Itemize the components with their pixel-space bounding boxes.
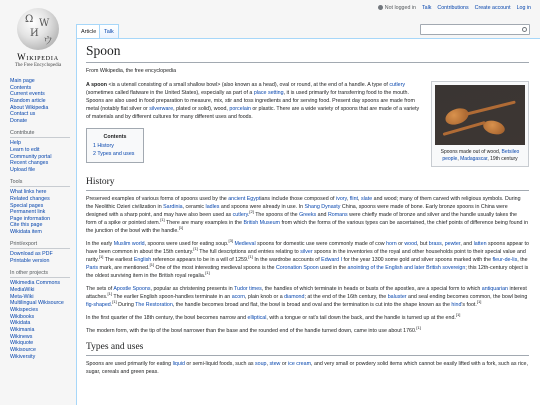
sidebar-item-wikinews[interactable]: Wikinews [10, 333, 33, 340]
sidebar-contribute [0, 130, 76, 174]
sidebar-item-printable-version[interactable]: Printable version [10, 258, 50, 265]
sidebar-item-multilingual-wikisource[interactable]: Multilingual Wikisource [10, 300, 64, 307]
types-paragraph-1: Spoons are used primarily for eating liquid or semi-liquid foods, such as soup, stew or ice cream, and very small or powdery solid items which cannot be easily lifted with a fork, such as rice, sugar, cereals and green peas. [86, 361, 528, 375]
toc-item-history[interactable]: 1 History [93, 143, 114, 149]
sidebar-item-donate[interactable]: Donate [10, 117, 28, 124]
search-input[interactable] [420, 24, 530, 35]
tab-article[interactable]: Article [76, 24, 101, 38]
not-logged-in [378, 5, 416, 11]
sidebar-item-permanent-link[interactable]: Permanent link [10, 209, 46, 216]
wooden-spoons-image[interactable] [435, 85, 525, 145]
section-heading-types: Types and uses [86, 342, 529, 356]
wikipedia-logo[interactable] [0, 0, 76, 70]
sidebar-item-random-article[interactable]: Random article [10, 97, 46, 104]
sidebar-heading-tools: Tools [10, 179, 70, 188]
sidebar-item-special-pages[interactable]: Special pages [10, 202, 44, 209]
sidebar-other-projects [0, 270, 76, 361]
sidebar-item-about[interactable]: About Wikipedia [10, 104, 49, 111]
history-paragraph-4: In the first quarter of the 18th century, the bowl becomes narrow and elliptical, with a tongue or rat's tail down the back, and the handle is turned up at the end.[1] [86, 312, 461, 321]
sidebar-item-mediawiki[interactable]: MediaWiki [10, 287, 35, 294]
sidebar-item-wikibooks[interactable]: Wikibooks [10, 313, 35, 320]
sidebar-item-cite-this-page[interactable]: Cite this page [10, 222, 43, 229]
sidebar-item-wikispecies[interactable]: Wikispecies [10, 307, 38, 314]
tab-talk[interactable]: Talk [99, 24, 119, 38]
sidebar-item-wikisource[interactable]: Wikisource [10, 346, 36, 353]
sidebar-item-commons[interactable]: Wikimedia Commons [10, 280, 61, 287]
table-of-contents [86, 128, 144, 163]
sidebar-item-download-pdf[interactable]: Download as PDF [10, 251, 53, 258]
history-paragraph-5: The modern form, with the tip of the bowl narrower than the base and the rounded end of the handle turned down, came into use about 1760.[1] [86, 325, 421, 334]
sidebar-item-page-information[interactable]: Page information [10, 215, 51, 222]
sidebar-item-wikidata[interactable]: Wikidata [10, 320, 31, 327]
sidebar-item-help[interactable]: Help [10, 140, 21, 147]
lead-paragraph: A spoon <is a utensil consisting of a small shallow bowl> (also known as a head), oval or round, at the end of a handle. A type of cutlery (sometimes called flatware in the United States), especially as part of a place setting, it is used primarily for transferring food to the mouth. Spoons are also used in food preparation to measure, mix, stir and toss ingredients and for serving food. Present day spoons are made from metal (notably flat silver or silverware, plated or solid), wood, porcelain or plastic. There are a wide variety of spoons that are made of a variety of materials and by different cultures for many different uses and foods. [86, 82, 420, 120]
toc-item-types[interactable]: 2 Types and uses [93, 151, 135, 157]
sidebar-heading-print: Print/export [10, 241, 70, 250]
history-paragraph-2: In the early Muslim world, spoons were used for eating soup.[3] Medieval spoons for domestic use were commonly made of cow horn or wood, but brass, pewter, and latten spoons appear to have been common in about the 15th century.[1] The full descriptions and entries relating to silver spoons in the inventories of the royal and other households point to their special value and rarity.[1] The earliest English reference appears to be in a will of 1259.[1] In the wardrobe accounts of Edward I for the year 1300 some gold and silver spoons marked with the fleur-de-lis, the Paris mark, are mentioned.[1] One of the most interesting medieval spoons is the Coronation Spoon used in the anointing of the English and later British sovereign; this 12th-century object is the oldest surviving item in the British royal regalia.[1] [86, 238, 529, 279]
sidebar-item-wikimania[interactable]: Wikimania [10, 327, 35, 333]
caption-text: Spoons made out of wood, [440, 149, 502, 155]
search-icon[interactable] [522, 27, 527, 32]
sidebar-tools [0, 179, 76, 236]
puzzle-globe-icon: Ω W И ウ [17, 8, 59, 50]
caption-separator: , [457, 155, 461, 162]
betsileo-people-link[interactable]: Betsileo people [442, 149, 520, 162]
user-icon [378, 5, 383, 10]
sidebar-heading-projects: In other projects [10, 270, 70, 279]
logo-tagline: The Free Encyclopedia [14, 63, 62, 68]
create-account-link[interactable]: Create account [474, 5, 511, 11]
article-thumbnail [431, 81, 529, 167]
thumbnail-caption [435, 145, 525, 163]
sidebar-item-main-page[interactable]: Main page [10, 78, 35, 84]
logo-wordmark: Wikipedia [17, 52, 59, 62]
history-paragraph-1: Preserved examples of various forms of spoons used by the ancient Egyptians include those composed of ivory, flint, slate and wood; many of them carved with religious symbols. During the Neolithic Ozieri civilization in Sardinia, ceramic ladles and spoons were already in use. In Shang Dynasty China, spoons were made of bone. Early bronze spoons in China were designed with a sharp point, and may have also been used as cutlery.[2] The spoons of the Greeks and Romans were chiefly made of bronze and silver and the handle usually takes the form of a spike or pointed stem.[1] There are many examples in the British Museum from which the forms of the various types can be ascertained, the chief points of difference being found in the junction of the bowl with the handle.[1] [86, 196, 529, 234]
sidebar-item-what-links-here[interactable]: What links here [10, 189, 47, 196]
contributions-link[interactable]: Contributions [437, 5, 469, 11]
site-tagline: From Wikipedia, the free encyclopedia [86, 68, 177, 74]
personal-tools [378, 5, 531, 11]
sidebar-item-related-changes[interactable]: Related changes [10, 195, 50, 202]
sidebar-item-upload-file[interactable]: Upload file [10, 166, 36, 173]
sidebar-print-export [0, 241, 76, 265]
sidebar-item-wikiversity[interactable]: Wikiversity [10, 353, 36, 360]
sidebar [0, 78, 76, 365]
article-content [76, 38, 540, 405]
sidebar-item-current-events[interactable]: Current events [10, 91, 45, 98]
sidebar-item-contents[interactable]: Contents [10, 84, 32, 91]
sidebar-heading-contribute: Contribute [10, 130, 70, 139]
sidebar-item-wikiquote[interactable]: Wikiquote [10, 340, 34, 347]
sidebar-item-recent-changes[interactable]: Recent changes [10, 160, 49, 167]
talk-link[interactable]: Talk [421, 5, 432, 11]
not-logged-in-label: Not logged in [384, 5, 416, 11]
sidebar-item-wikidata-item[interactable]: Wikidata item [10, 229, 42, 236]
madagascar-link[interactable]: Madagascar [460, 155, 488, 162]
history-paragraph-3: The sets of Apostle Spoons, popular as christening presents in Tudor times, the handles of which terminate in heads or busts of the apostles, are a special form to which antiquarian interest attaches.[1] The earlier English spoon-handles terminate in an acorn, plain knob or a diamond; at the end of the 16th century, the baluster and seal ending becomes common, the bowl being fig-shaped.[1] During The Restoration, the handle becomes broad and flat, the bowl is broad and oval and the termination is cut into the shape known as the hind's foot.[1] [86, 286, 528, 308]
section-heading-history: History [86, 177, 529, 191]
sidebar-item-meta-wiki[interactable]: Meta-Wiki [10, 293, 34, 300]
sidebar-item-contact[interactable]: Contact us [10, 111, 36, 118]
toc-title: Contents [103, 134, 127, 140]
sidebar-item-learn-to-edit[interactable]: Learn to edit [10, 146, 40, 153]
page-title: Spoon [86, 43, 529, 63]
log-in-link[interactable]: Log in [516, 5, 531, 11]
sidebar-item-community-portal[interactable]: Community portal [10, 153, 52, 160]
caption-date: , 19th century [487, 155, 518, 162]
sidebar-navigation [0, 78, 76, 125]
